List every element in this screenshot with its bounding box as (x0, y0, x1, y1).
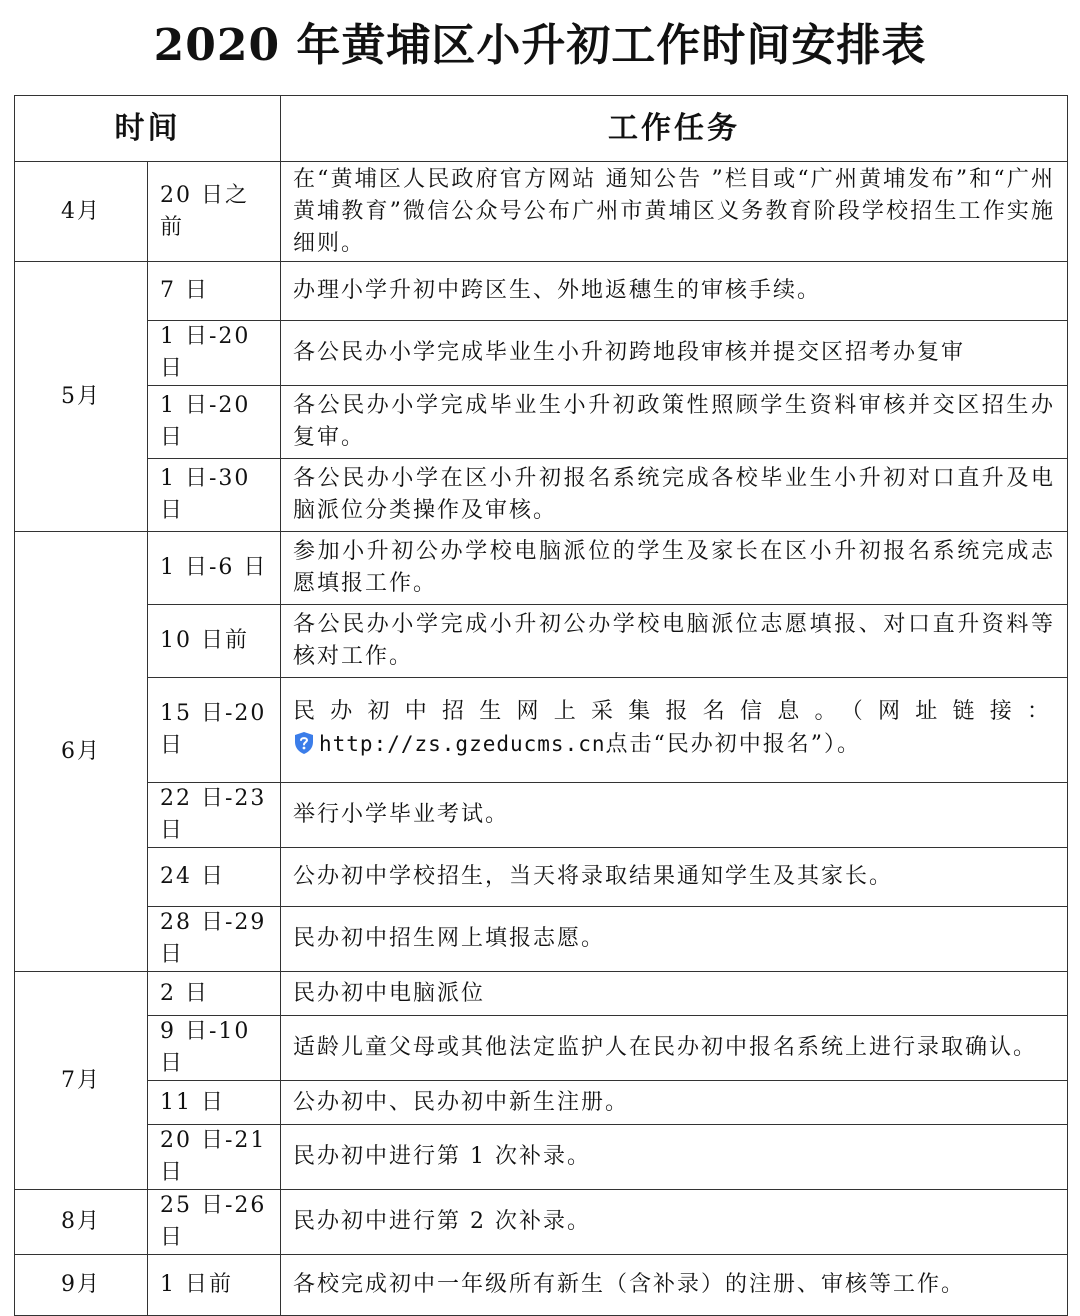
table-row (15, 321, 1068, 386)
day-cell: 1 日-20 日 (148, 386, 281, 459)
month-cell: 8月 (15, 1190, 148, 1255)
day-cell: 28 日-29 日 (148, 907, 281, 972)
day-cell: 1 日前 (148, 1255, 281, 1316)
task-text: 点击“民办初中报名”）。 (605, 731, 862, 757)
table-row (15, 459, 1068, 532)
table-row (15, 1125, 1068, 1190)
table-row (15, 783, 1068, 848)
day-cell: 1 日-30 日 (148, 459, 281, 532)
task-cell: 公办初中、民办初中新生注册。 (281, 1081, 1068, 1125)
table-row (15, 848, 1068, 907)
task-cell: 各公民办小学完成毕业生小升初政策性照顾学生资料审核并交区招生办复审。 (281, 386, 1068, 459)
task-link-line (293, 728, 1055, 765)
table-header-row (15, 96, 1068, 162)
day-cell: 15 日-20 日 (148, 678, 281, 783)
task-cell: 参加小升初公办学校电脑派位的学生及家长在区小升初报名系统完成志愿填报工作。 (281, 532, 1068, 605)
header-time: 时间 (15, 96, 281, 162)
month-cell: 9月 (15, 1255, 148, 1316)
table-row (15, 1081, 1068, 1125)
task-cell: 民办初中招生网上填报志愿。 (281, 907, 1068, 972)
day-cell: 1 日-6 日 (148, 532, 281, 605)
task-cell: 举行小学毕业考试。 (281, 783, 1068, 848)
month-cell: 6月 (15, 532, 148, 972)
day-cell: 20 日之前 (148, 162, 281, 262)
table-row (15, 162, 1068, 262)
table-row (15, 386, 1068, 459)
task-cell: 各公民办小学完成毕业生小升初跨地段审核并提交区招考办复审 (281, 321, 1068, 386)
table-row (15, 678, 1068, 783)
table-row (15, 605, 1068, 678)
task-cell: 民办初中电脑派位 (281, 972, 1068, 1016)
day-cell: 25 日-26 日 (148, 1190, 281, 1255)
header-task: 工作任务 (281, 96, 1068, 162)
schedule-table (14, 95, 1068, 1316)
task-cell: 各校完成初中一年级所有新生（含补录）的注册、审核等工作。 (281, 1255, 1068, 1316)
day-cell: 20 日-21 日 (148, 1125, 281, 1190)
month-cell: 4月 (15, 162, 148, 262)
day-cell: 2 日 (148, 972, 281, 1016)
table-row (15, 532, 1068, 605)
task-cell: 公办初中学校招生，当天将录取结果通知学生及其家长。 (281, 848, 1068, 907)
link-shield-icon (293, 731, 315, 765)
task-cell (281, 678, 1068, 783)
table-row (15, 1190, 1068, 1255)
day-cell: 22 日-23 日 (148, 783, 281, 848)
table-row (15, 1016, 1068, 1081)
day-cell: 7 日 (148, 262, 281, 321)
page-title: 2020 年黄埔区小升初工作时间安排表 (153, 20, 927, 71)
month-cell: 5月 (15, 262, 148, 532)
day-cell: 11 日 (148, 1081, 281, 1125)
day-cell: 10 日前 (148, 605, 281, 678)
table-row (15, 907, 1068, 972)
task-cell: 各公民办小学在区小升初报名系统完成各校毕业生小升初对口直升及电脑派位分类操作及审核。 (281, 459, 1068, 532)
day-cell: 9 日-10 日 (148, 1016, 281, 1081)
day-cell: 1 日-20 日 (148, 321, 281, 386)
month-cell: 7月 (15, 972, 148, 1190)
table-row (15, 262, 1068, 321)
task-cell: 办理小学升初中跨区生、外地返穗生的审核手续。 (281, 262, 1068, 321)
task-cell: 在“黄埔区人民政府官方网站 通知公告 ”栏目或“广州黄埔发布”和“广州黄埔教育”微信公众号公布广州市黄埔区义务教育阶段学校招生工作实施细则。 (281, 162, 1068, 262)
task-text: 民办初中招生网上采集报名信息。（网址链接： (293, 698, 1055, 724)
registration-link[interactable]: http://zs.gzeducms.cn (319, 731, 606, 756)
day-cell: 24 日 (148, 848, 281, 907)
task-cell: 民办初中进行第 2 次补录。 (281, 1190, 1068, 1255)
table-row (15, 972, 1068, 1016)
task-cell: 各公民办小学完成小升初公办学校电脑派位志愿填报、对口直升资料等核对工作。 (281, 605, 1068, 678)
task-cell: 适龄儿童父母或其他法定监护人在民办初中报名系统上进行录取确认。 (281, 1016, 1068, 1081)
table-row (15, 1255, 1068, 1316)
task-cell: 民办初中进行第 1 次补录。 (281, 1125, 1068, 1190)
